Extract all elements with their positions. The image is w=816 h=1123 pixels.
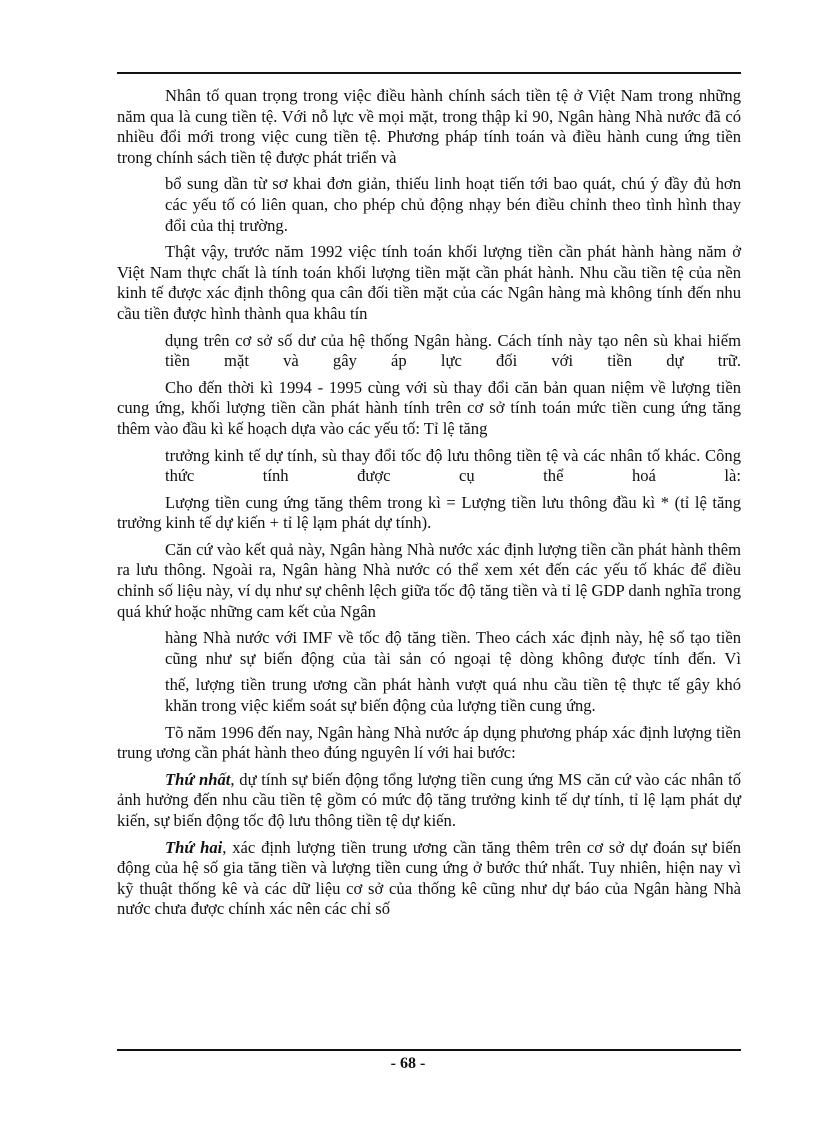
step-1-label: Thứ nhất <box>165 769 231 789</box>
footer-rule <box>117 1049 741 1051</box>
paragraph-step-2 <box>117 838 741 920</box>
paragraph-9: thế, lượng tiền trung ương cần phát hành vượt quá nhu cầu tiền tệ thực tế gây khó khăn trong việc kiểm soát sự biến động của lượng tiền cung ứng. <box>165 675 741 716</box>
paragraph-7: Căn cứ vào kết quả này, Ngân hàng Nhà nước xác định lượng tiền cần phát hành thêm ra lưu thông. Ngoài ra, Ngân hàng Nhà nước có thể xem xét đến các yếu tố khác để điều chỉnh số liệu này, ví dụ như sự chênh lệch giữa tốc độ tăng tiền và tỉ lệ GDP danh nghĩa trong quá khứ hoặc những cam kết của Ngân <box>117 539 741 621</box>
paragraph-1: Nhân tố quan trọng trong việc điều hành chính sách tiền tệ ở Việt Nam trong những năm qua là cung tiền tệ. Với nỗ lực về mọi mặt, trong thập kỉ 90, Ngân hàng Nhà nước đã có nhiều đổi mới trong việc cung tiền tệ. Phương pháp tính toán và điều hành cung ứng tiền trong chính sách tiền tệ được phát triển và <box>117 86 741 167</box>
page-number: - 68 - <box>390 1055 426 1072</box>
paragraph-3: Thật vậy, trước năm 1992 việc tính toán khối lượng tiền cần phát hành hàng năm ở Việt Nam thực chất là tính toán khối lượng tiền mặt cần phát hành. Nhu cầu tiền tệ của nền kinh tế được xác định thông qua cân đối tiền mặt của các Ngân hàng mà không tính đến nhu cầu tiền được hình thành qua khâu tín <box>117 242 741 323</box>
paragraph-8: hàng Nhà nước với IMF về tốc độ tăng tiền. Theo cách xác định này, hệ số tạo tiền cũng như sự biến động của tài sản có ngoại tệ dòng không được tính đến. Vì <box>165 628 741 668</box>
paragraph-6: trưởng kinh tế dự tính, sù thay đổi tốc độ lưu thông tiền tệ và các nhân tố khác. Công thức tính được cụ thể hoá là: <box>165 445 741 486</box>
paragraph-formula: Lượng tiền cung ứng tăng thêm trong kì = Lượng tiền lưu thông đầu kì * (tỉ lệ tăng trưởng kinh tế dự kiến + tỉ lệ lạm phát dự tính). <box>117 492 741 533</box>
step-2-label: Thứ hai <box>165 837 223 857</box>
step-1-text: , dự tính sự biến động tổng lượng tiền cung ứng MS căn cứ vào các nhân tố ảnh hưởng đến nhu cầu tiền tệ gồm có mức độ tăng trưởng kinh tế dự tính, tỉ lệ lạm phát dự kiến, sự biến động tốc độ lưu thông tiền tệ dự kiến. <box>117 769 741 830</box>
step-2-text: , xác định lượng tiền trung ương cần tăng thêm trên cơ sở dự đoán sự biến động của hệ số gia tăng tiền và lượng tiền cung ứng ở bước thứ nhất. Tuy nhiên, hiện nay vì kỹ thuật thống kê và các dữ liệu cơ sở của thống kê cũng như dự báo của Ngân hàng Nhà nước chưa được chính xác nên các chỉ số <box>117 837 742 919</box>
paragraph-4: dụng trên cơ sở số dư của hệ thống Ngân hàng. Cách tính này tạo nên sù khai hiếm tiền mặt và gây áp lực đối với tiền dự trữ. <box>165 330 741 371</box>
paragraph-step-1 <box>117 770 741 832</box>
paragraph-5: Cho đến thời kì 1994 - 1995 cùng với sù thay đổi căn bản quan niệm về lượng tiền cung ứng, khối lượng tiền cần phát hành tính trên cơ sở tính toán mức tiền cung ứng tăng thêm vào đầu kì kế hoạch dựa vào các yếu tố: Tỉ lệ tăng <box>117 377 741 438</box>
paragraph-2: bổ sung dần từ sơ khai đơn giản, thiếu linh hoạt tiến tới bao quát, chú ý đầy đủ hơn các yếu tố có liên quan, cho phép chủ động nhạy bén điều chỉnh theo tình hình thay đổi của thị trường. <box>165 174 741 235</box>
paragraph-10: Tõ năm 1996 đến nay, Ngân hàng Nhà nước áp dụng phương pháp xác định lượng tiền trung ương cần phát hành theo đúng nguyên lí với hai bước: <box>117 722 741 763</box>
body-text <box>117 86 741 926</box>
header-rule <box>117 72 741 74</box>
